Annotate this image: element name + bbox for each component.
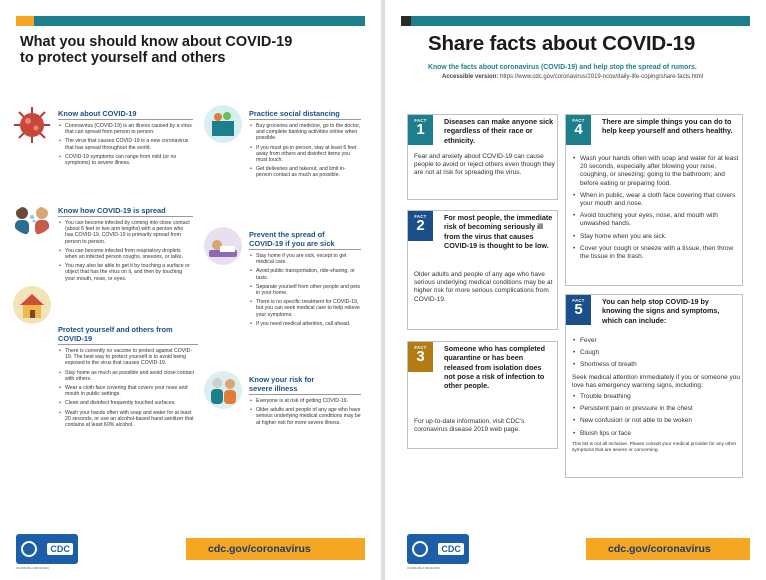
bullet: • Cover your cough or sneeze with a tissue, then throw the tissue in the trash. [572,245,740,261]
heading-line: COVID-19 if you are sick [249,239,335,248]
hhs-eagle-icon [21,541,37,557]
elderly-icon [203,370,243,410]
fact-badge [408,211,433,241]
spread-section [58,206,193,285]
fact-label: FACT [414,214,427,219]
bullet: • COVID-19 symptoms can range from mild (or no symptoms) to severe illness. [58,154,193,166]
fine-print: CS316109-A 06/01/2020 [407,566,440,570]
bullet: • Separate yourself from other people and pets in your home. [249,284,361,296]
section-heading [249,230,361,250]
warning-sign: • Persistent pain or pressure in the chest [572,405,740,413]
fact-badge [566,295,591,325]
fact-body: For up-to-date information, visit CDC's coronavirus disease 2019 web page. [414,418,525,434]
bullet: • Wash your hands often with soap and water for at least 20 seconds, or use an alcohol-based hand sanitizer that contains at least 60% alcohol. [58,410,198,429]
bullet: • Avoid public transportation, ride-sharing, or taxis. [249,268,361,280]
heading-line: Know your risk for [249,375,315,384]
fine-print: CS316109-A 06/01/2020 [16,566,49,570]
bullet: • Stay home when you are sick. [572,233,740,241]
accessible-link[interactable]: https://www.cdc.gov/coronavirus/2019-ncov/daily-life-coping/share-facts.html [500,74,704,80]
website-link[interactable]: cdc.gov/coronavirus [208,543,311,555]
distancing-section [249,109,361,182]
bullet: • You can become infected by coming into close contact (about 6 feet or two arm lengths) with a person who has COVID-19. COVID-19 is primarily spread from person to person. [58,220,193,245]
fact-label: FACT [414,118,427,123]
heading-line: severe illness [249,384,298,393]
fact-heading: Diseases can make anyone sick regardless of their race or ethnicity. [444,117,554,145]
fact-body: Older adults and people of any age who have serious underlying medical conditions may be at higher risk for more serious complications from COVID-19. [414,271,553,303]
hhs-cdc-logo [407,534,469,564]
right-subtitle: Know the facts about coronavirus (COVID-19) and help stop the spread of rumors. [428,64,697,71]
fact-card-1 [407,114,558,200]
fact-number: 2 [416,217,425,234]
warning-sign: • Bluish lips or face [572,430,740,438]
disclaimer-note: This list is not all inclusive. Please consult your medical provider for any other symptoms that are severe or concerning. [572,441,737,453]
fact-card-3 [407,341,558,449]
fact-heading: For most people, the immediate risk of becoming seriously ill from the virus that causes COVID-19 is thought to be low. [444,213,553,250]
bullet: • Get deliveries and takeout, and limit in-person contact as much as possible. [249,166,361,178]
left-flyer [0,0,381,580]
section-heading: Know about COVID-19 [58,109,193,120]
right-footer [401,532,750,568]
top-color-bar [16,16,365,26]
website-banner[interactable] [586,538,750,560]
right-flyer [385,0,766,580]
section-heading: Know how COVID-19 is spread [58,206,193,217]
know-about-section [58,109,193,169]
bullet: • Stay home if you are sick, except to get medical care. [249,253,361,265]
left-page-title [20,34,360,66]
bullet: • Stay home as much as possible and avoid close contact with others. [58,370,198,382]
bullet: • Buy groceries and medicine, go to the doctor, and complete banking activities online when possible. [249,123,361,142]
accessible-label: Accessible version: [442,74,499,80]
bullet: • Everyone is at risk of getting COVID-19. [249,398,361,404]
section-heading: Protect yourself and others from COVID-19 [58,325,198,345]
virus-icon [12,105,52,145]
bullet: • Wash your hands often with soap and water for at least 20 seconds, especially after blowing your nose, coughing, or sneezing; going to the bathroom; and before eating or preparing food. [572,155,740,188]
section-heading [249,375,361,395]
symptom: • Shortness of breath [572,361,740,369]
title-line-2: to protect yourself and others [20,50,226,66]
hhs-cdc-logo [16,534,78,564]
fact-badge [566,115,591,145]
symptom: • Fever [572,337,740,345]
protect-section [58,325,198,431]
fact-heading: There are simple things you can do to help keep yourself and others healthy. [602,117,733,136]
fact-label: FACT [572,298,585,303]
left-footer [16,532,365,568]
fact-card-4 [565,114,743,286]
bullet: • If you need medical attention, call ahead. [249,321,361,327]
bullet: • You can become infected from respiratory droplets when an infected person coughs, sneezes, or talks. [58,248,193,260]
bullet: • Wear a cloth face covering that covers your nose and mouth in public settings. [58,385,198,397]
bullet: • There is no specific treatment for COVID-19, but you can seek medical care to help relieve your symptoms. [249,299,361,318]
fact-card-5 [565,294,743,478]
seek-attention-text: Seek medical attention immediately if you or someone you love has emergency warning signs, including: [572,373,741,389]
hhs-eagle-icon [412,541,428,557]
fact-card-2 [407,210,558,330]
title-line-1: What you should know about COVID-19 [20,34,293,50]
cdc-logo-text: CDC [47,543,73,555]
fact-number: 3 [416,348,425,365]
grocery-icon [203,104,243,144]
bullet: • If you must go in person, stay at least 6 feet away from others and disinfect items you must touch. [249,145,361,164]
bullet: • There is currently no vaccine to protect against COVID-19. The best way to protect yourself is to avoid being exposed to the virus that causes COVID-19. [58,348,198,367]
right-page-title: Share facts about COVID-19 [428,32,696,55]
fact-number: 5 [574,301,583,318]
fact-label: FACT [414,345,427,350]
accessible-version-line [442,74,703,80]
fact-heading: You can help stop COVID-19 by knowing the signs and symptoms, which can include: [602,297,720,325]
bullet: • Older adults and people of any age who have serious underlying medical conditions may be at higher risk for more severe illness. [249,407,361,426]
fact-number: 1 [416,121,425,138]
bullet: • Avoid touching your eyes, nose, and mouth with unwashed hands. [572,212,740,228]
warning-sign: • New confusion or not able to be woken [572,417,740,425]
top-color-bar [401,16,750,26]
website-banner[interactable] [186,538,365,560]
warning-sign: • Trouble breathing [572,393,740,401]
fact-heading: Someone who has completed quarantine or has been released from isolation does not pose a risk of infection to other people. [444,344,546,391]
website-link[interactable]: cdc.gov/coronavirus [608,543,711,555]
cdc-logo-text: CDC [438,543,464,555]
section-heading: Practice social distancing [249,109,361,120]
fact-body: Fear and anxiety about COVID-19 can cause people to avoid or reject others even though they are not at risk for spreading the virus. [414,153,555,177]
bullet: • When in public, wear a cloth face covering that covers your mouth and nose. [572,192,740,208]
bullet: • The virus that causes COVID-19 is a new coronavirus that has spread throughout the world. [58,138,193,150]
people-icon [12,205,52,235]
heading-line: Prevent the spread of [249,230,325,239]
sick-section [249,230,361,330]
fact-label: FACT [572,118,585,123]
house-icon [12,285,52,325]
fact-badge [408,342,433,372]
bullet: • You may also be able to get it by touching a surface or object that has the virus on it, and then by touching your mouth, nose, or eyes. [58,263,193,282]
fact-badge [408,115,433,145]
risk-section [249,375,361,429]
bullet: • Coronavirus (COVID-19) is an illness caused by a virus that can spread from person to person. [58,123,193,135]
symptom: • Cough [572,349,740,357]
bullet: • Clean and disinfect frequently touched surfaces. [58,400,198,406]
sick-person-icon [203,226,243,266]
fact-number: 4 [574,121,583,138]
